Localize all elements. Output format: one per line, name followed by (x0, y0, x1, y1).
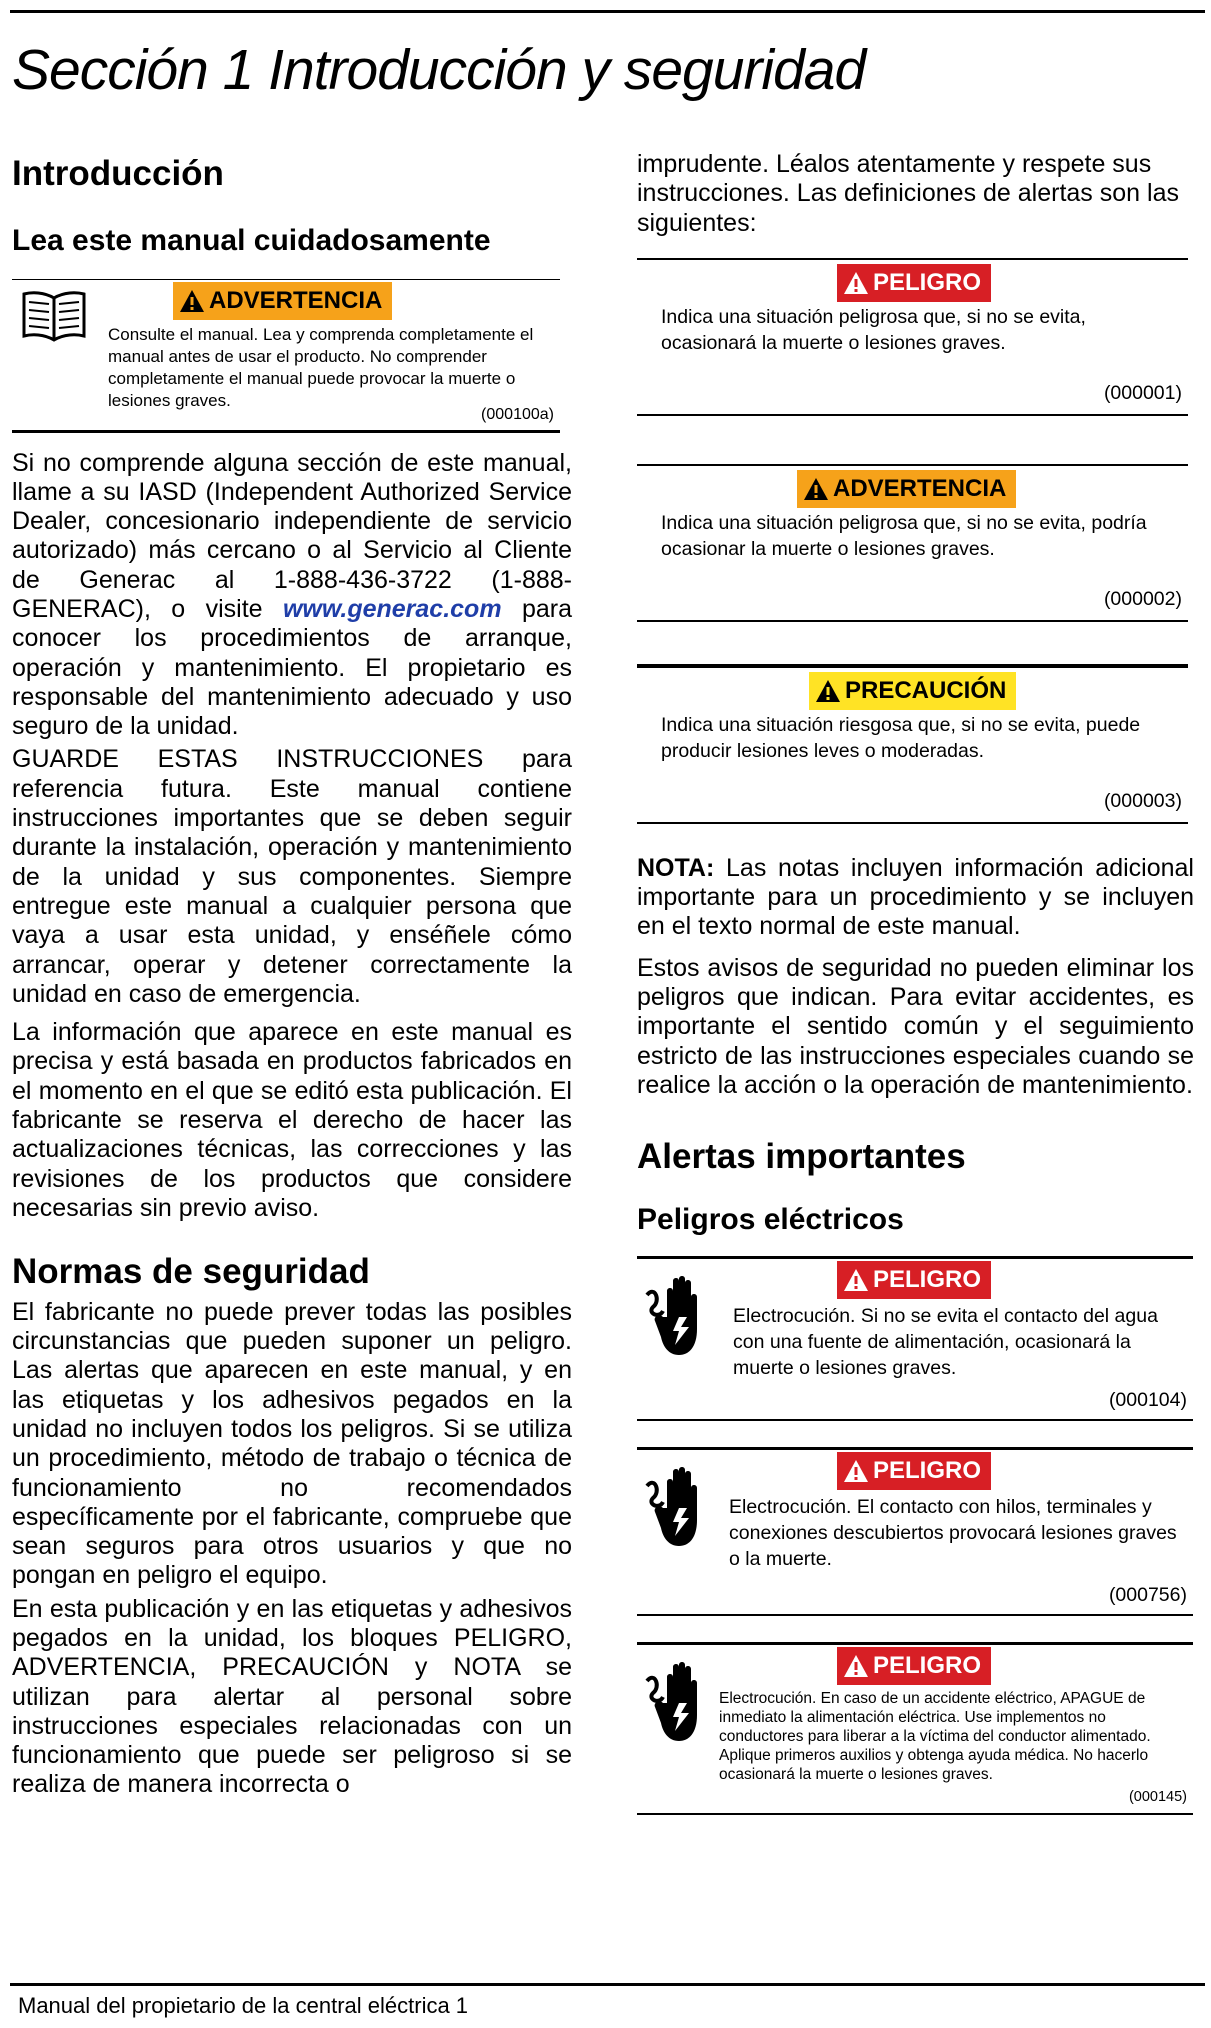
book-icon (20, 288, 88, 349)
right-column (637, 150, 1194, 1815)
warning-definition-box (637, 464, 1188, 622)
warning-badge (797, 470, 1016, 508)
manual-warning-text: Consulte el manual. Lea y comprenda completamente el manual antes de usar el producto. No comprender completamente el manual puede provocar la muerte o lesiones graves. (108, 324, 534, 410)
electrical-hazard-code-3: (000145) (1128, 1788, 1187, 1805)
warning-badge (173, 282, 392, 320)
electrical-hazard-code-2: (000756) (1108, 1583, 1187, 1606)
caution-badge-label: PRECAUCIÓN (845, 676, 1007, 704)
danger-badge-label: PELIGRO (873, 1651, 982, 1679)
caution-definition-text: Indica una situación riesgosa que, si no se evita, puede producir lesiones leves o moderadas. (661, 713, 1141, 762)
danger-badge (837, 1452, 991, 1490)
caution-badge (809, 672, 1016, 710)
alert-triangle-icon (803, 477, 829, 501)
paragraph-continued: imprudente. Léalos atentamente y respete sus instrucciones. Las definiciones de alertas son las siguientes: (637, 150, 1179, 237)
warning-badge-label: ADVERTENCIA (833, 474, 1007, 502)
manual-warning-code: (000100a) (481, 405, 554, 423)
important-alerts-heading: Alertas importantes (637, 1137, 966, 1177)
page-footer: Manual del propietario de la central eléctrica 1 (18, 1993, 469, 2018)
electrical-hazard-text-3: Electrocución. En caso de un accidente eléctrico, APAGUE de inmediato la alimentación eléctrica. Use implementos no conductores para liberar a la víctima del conductor alimentado. Aplique primeros auxilios y obtenga ayuda médica. No hacerlo ocasionará la muerte o lesiones graves. (719, 1689, 1151, 1783)
top-rule (10, 10, 1205, 13)
note-paragraph (637, 854, 1194, 942)
caution-definition-code: (000003) (1103, 789, 1182, 812)
electrocution-hand-icon (643, 1653, 713, 1754)
electrocution-hand-icon (643, 1458, 713, 1559)
note-text: Las notas incluyen información adicional importante para un procedimiento y se incluyen en el texto normal de este manual. (637, 853, 1194, 941)
note-label: NOTA: (637, 853, 715, 882)
alert-triangle-icon (179, 289, 205, 313)
paragraph-contact-text-2: para conocer los procedimientos de arranque, operación y mantenimiento. El propietario es responsable del mantenimiento adecuado y uso seguro de la unidad. (12, 594, 573, 741)
electrical-hazard-box-2 (637, 1447, 1193, 1616)
electrocution-hand-icon (643, 1267, 713, 1368)
manual-warning-box (12, 279, 560, 433)
paragraph-save-instructions: GUARDE ESTAS INSTRUCCIONES para referencia futura. Este manual contiene instrucciones importantes que se deben seguir durante la instalación, operación y mantenimiento de la unidad y sus componentes. Siempre entregue este manual a cualquier persona que vaya a usar esta unidad, y enséñele cómo arrancar, operar y detener correctamente la unidad en caso de emergencia. (12, 745, 572, 1008)
paragraph-contact (12, 449, 572, 742)
danger-badge-label: PELIGRO (873, 268, 982, 296)
danger-badge-label: PELIGRO (873, 1456, 982, 1484)
electrical-hazard-code-1: (000104) (1108, 1388, 1187, 1411)
paragraph-notices: Estos avisos de seguridad no pueden eliminar los peligros que indican. Para evitar accidentes, es importante el sentido común y el seguimiento estricto de las instrucciones especiales cuando se realice la acción o la operación de mantenimiento. (637, 953, 1194, 1099)
danger-badge (837, 1261, 991, 1299)
danger-definition-code: (000001) (1103, 381, 1182, 404)
paragraph-safety-2: En esta publicación y en las etiquetas y adhesivos pegados en la unidad, los bloques PELIGRO, ADVERTENCIA, PRECAUCIÓN y NOTA se utilizan para alertar al personal sobre instrucciones especiales relacionadas con un funcionamiento que puede ser peligroso si se realiza de manera incorrecta o (12, 1594, 572, 1799)
electrical-hazard-text-1: Electrocución. Si no se evita el contacto del agua con una fuente de alimentación, ocasionará la muerte o lesiones graves. (733, 1304, 1158, 1379)
footer-rule (10, 1983, 1205, 1986)
electrical-hazards-heading: Peligros eléctricos (637, 1202, 904, 1236)
paragraph-contact-text: Si no comprende alguna sección de este manual, llame a su IASD (Independent Authorized Service Dealer, concesionario independiente de servicio autorizado) más cercano o al Servicio al Cliente de Generac al 1-888-436-3722 (1-888-GENERAC), o visite (12, 448, 572, 623)
intro-heading: Introducción (12, 154, 224, 193)
safety-rules-heading: Normas de seguridad (12, 1252, 370, 1292)
alert-triangle-icon (843, 1459, 869, 1483)
alert-triangle-icon (815, 679, 841, 703)
danger-definition-box (637, 258, 1188, 416)
warning-definition-code: (000002) (1103, 587, 1182, 610)
danger-badge (837, 1647, 991, 1685)
caution-definition-box (637, 664, 1188, 824)
danger-badge-label: PELIGRO (873, 1265, 982, 1293)
alert-triangle-icon (843, 1268, 869, 1292)
danger-definition-text: Indica una situación peligrosa que, si no se evita, ocasionará la muerte o lesiones graves. (661, 305, 1086, 354)
electrical-hazard-text-2: Electrocución. El contacto con hilos, terminales y conexiones descubiertos provocará lesiones graves o la muerte. (729, 1495, 1177, 1570)
alert-triangle-icon (843, 271, 869, 295)
alert-triangle-icon (843, 1654, 869, 1678)
electrical-hazard-box-3 (637, 1642, 1193, 1815)
read-manual-heading: Lea este manual cuidadosamente (12, 223, 491, 257)
warning-badge-label: ADVERTENCIA (209, 286, 383, 314)
warning-definition-text: Indica una situación peligrosa que, si no se evita, podría ocasionar la muerte o lesiones graves. (661, 511, 1147, 560)
electrical-hazard-box-1 (637, 1256, 1193, 1421)
generac-website-link[interactable]: www.generac.com (282, 594, 502, 623)
left-column (12, 150, 572, 1800)
danger-badge (837, 264, 991, 302)
paragraph-information: La información que aparece en este manual es precisa y está basada en productos fabricados en el momento en el que se editó esta publicación. El fabricante se reserva el derecho de hacer las actualizaciones técnicas, las correcciones y las revisiones de los productos que considere necesarias sin previo aviso. (12, 1018, 572, 1222)
paragraph-safety-1: El fabricante no puede prever todas las posibles circunstancias que pueden suponer un peligro. Las alertas que aparecen en este manual, y en las etiquetas y los adhesivos pegados en la unidad no incluyen todos los peligros. Si se utiliza un procedimiento, método de trabajo o técnica de funcionamiento no recomendados específicamente por el fabricante, compruebe que sean seguros para otros usuarios y que no pongan en peligro el equipo. (12, 1297, 572, 1590)
page-title: Sección 1 Introducción y seguridad (12, 38, 866, 102)
